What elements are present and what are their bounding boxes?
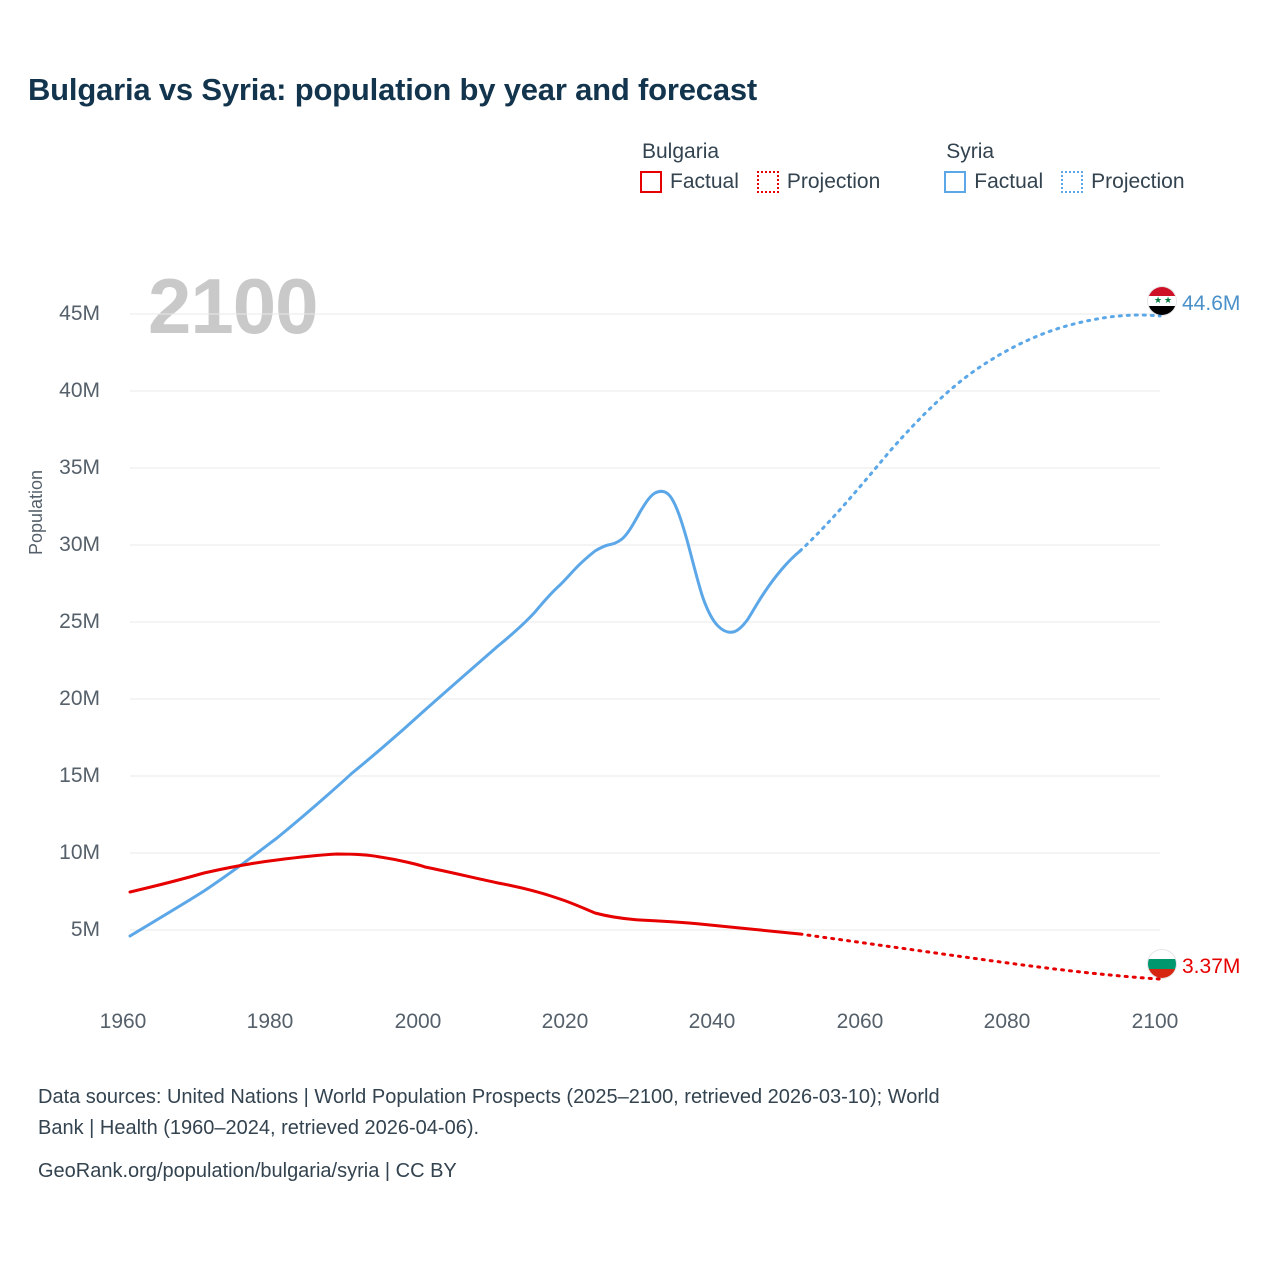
legend-label: Projection xyxy=(786,170,881,193)
attribution: GeoRank.org/population/bulgaria/syria | CC BY xyxy=(38,1160,457,1182)
legend-item-bulgaria-factual[interactable] xyxy=(640,170,739,194)
x-tick: 1980 xyxy=(246,1010,294,1033)
series-bulgaria-factual xyxy=(130,854,800,934)
y-tick: 45M xyxy=(59,302,100,325)
legend-label: Projection xyxy=(1091,170,1185,193)
legend-swatch-dotted-icon xyxy=(757,171,779,193)
x-tick: 2100 xyxy=(1131,1010,1179,1033)
gridlines xyxy=(130,314,1160,930)
y-tick: 30M xyxy=(59,533,100,556)
y-tick: 15M xyxy=(59,764,100,787)
x-tick: 2060 xyxy=(836,1010,884,1033)
legend-group-syria xyxy=(944,140,1184,194)
data-sources-line-1: Data sources: United Nations | World Population Prospects (2025–2100, retrieved 2026-03-10); World xyxy=(38,1086,940,1108)
legend-group-title-bulgaria: Bulgaria xyxy=(642,140,720,163)
legend-label: Factual xyxy=(974,170,1044,193)
legend-item-syria-projection[interactable] xyxy=(1061,170,1184,194)
legend-swatch-solid-icon xyxy=(640,171,662,193)
y-tick: 10M xyxy=(59,841,100,864)
x-tick: 2080 xyxy=(983,1010,1031,1033)
x-tick: 2000 xyxy=(394,1010,442,1033)
legend-group-title-syria: Syria xyxy=(946,140,995,163)
legend-label: Factual xyxy=(670,170,739,193)
footer xyxy=(38,1082,1238,1187)
bulgaria-flag-icon xyxy=(1148,950,1176,978)
y-tick: 35M xyxy=(59,456,100,479)
plot-area xyxy=(0,255,1280,1033)
syria-end-label: 44.6M xyxy=(1182,292,1241,315)
legend-swatch-dotted-icon xyxy=(1061,171,1083,193)
y-tick: 40M xyxy=(59,379,100,402)
series-bulgaria-projection xyxy=(800,934,1160,979)
data-sources-line-2: Bank | Health (1960–2024, retrieved 2026-04-06). xyxy=(38,1117,480,1139)
legend xyxy=(640,140,1185,194)
legend-item-syria-factual[interactable] xyxy=(944,170,1043,194)
x-tick: 1960 xyxy=(99,1010,147,1033)
bulgaria-end-label: 3.37M xyxy=(1182,955,1241,978)
legend-group-bulgaria xyxy=(640,140,880,194)
y-axis-label: Population xyxy=(26,469,46,555)
series-syria-factual xyxy=(130,491,800,936)
page-title: Bulgaria vs Syria: population by year and forecast xyxy=(28,72,758,107)
y-tick: 20M xyxy=(59,687,100,710)
legend-item-bulgaria-projection[interactable] xyxy=(757,170,880,194)
y-tick: 25M xyxy=(59,610,100,633)
syria-flag-icon: ★ ★ xyxy=(1148,287,1176,315)
x-tick: 2020 xyxy=(541,1010,589,1033)
series-syria-projection xyxy=(800,315,1160,551)
x-tick: 2040 xyxy=(688,1010,736,1033)
legend-swatch-solid-icon xyxy=(944,171,966,193)
chart-svg xyxy=(0,255,1280,1015)
watermark-year: 2100 xyxy=(148,262,318,350)
y-tick: 5M xyxy=(70,918,100,941)
